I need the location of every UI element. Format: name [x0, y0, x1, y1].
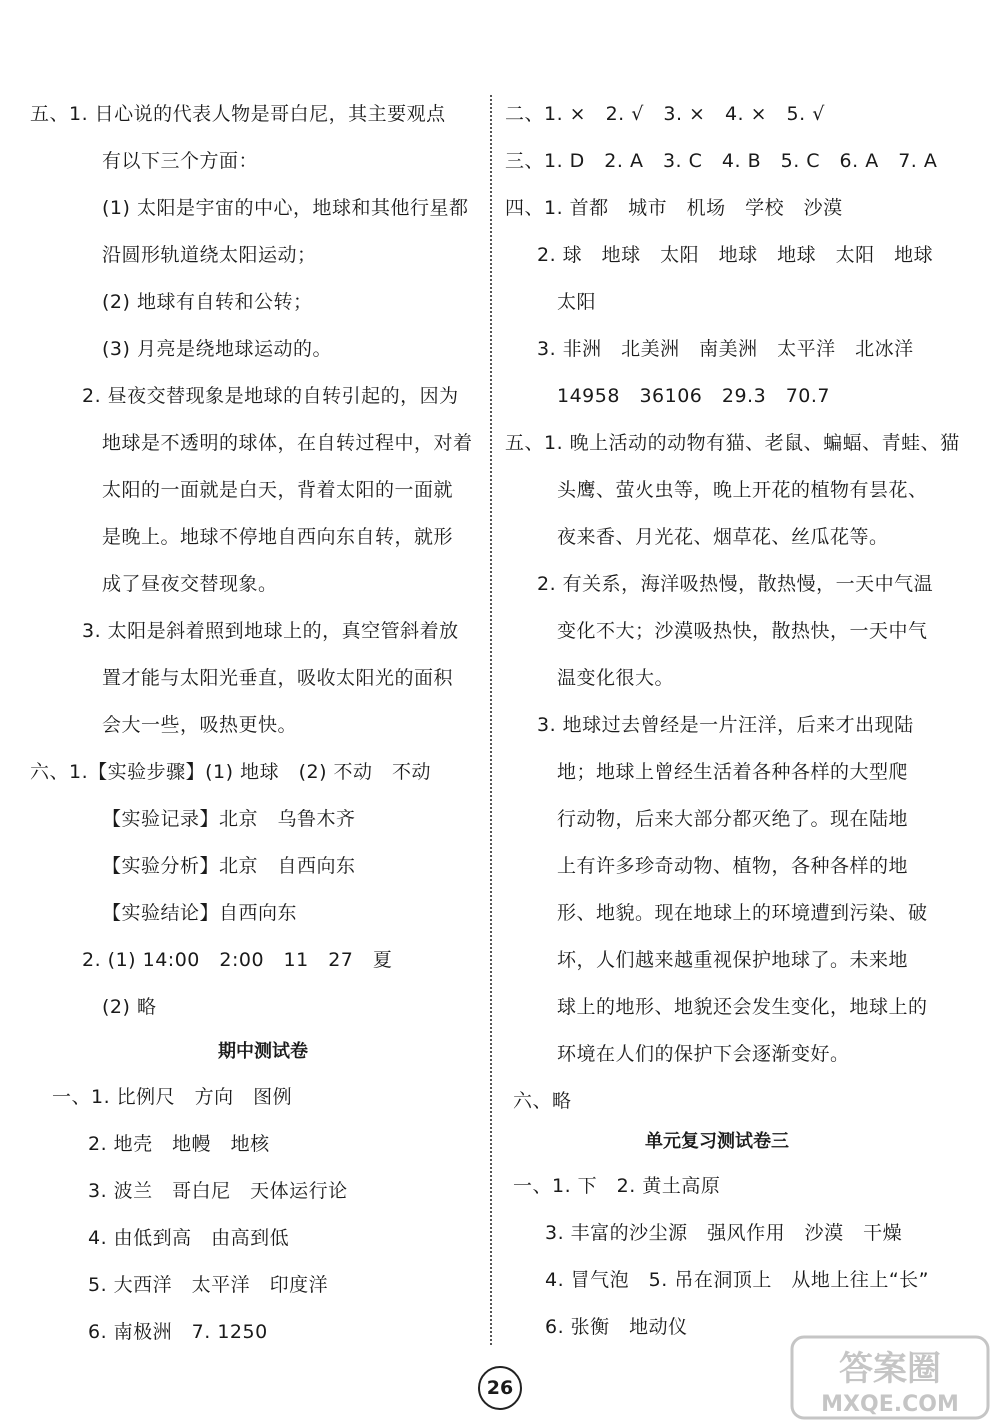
page-number: 26 — [478, 1366, 522, 1410]
answer-line: 一、1. 比例尺 方向 图例 — [52, 1086, 293, 1108]
column-divider — [490, 95, 492, 1345]
answer-line: 2. 球 地球 太阳 地球 地球 太阳 地球 — [537, 244, 934, 266]
answer-line: 有以下三个方面： — [102, 150, 259, 172]
answer-line: 六、1.【实验步骤】(1) 地球 (2) 不动 不动 — [30, 761, 432, 783]
answer-line: 夜来香、月光花、烟草花、丝瓜花等。 — [557, 526, 889, 548]
answer-line: (3) 月亮是绕地球运动的。 — [102, 338, 332, 360]
answer-line: 2. (1) 14:00 2:00 11 27 夏 — [82, 949, 393, 971]
answer-line: 上有许多珍奇动物、植物，各种各样的地 — [557, 855, 909, 877]
answer-line: 三、1. D 2. A 3. C 4. B 5. C 6. A 7. A — [505, 150, 938, 172]
answer-line: 3. 地球过去曾经是一片汪洋，后来才出现陆 — [537, 714, 914, 736]
answer-line: 二、1. × 2. √ 3. × 4. × 5. √ — [505, 103, 825, 125]
answer-line: 2. 昼夜交替现象是地球的自转引起的，因为 — [82, 385, 459, 407]
answer-line: 3. 太阳是斜着照到地球上的，真空管斜着放 — [82, 620, 459, 642]
section-title-midterm: 期中测试卷 — [218, 1041, 308, 1062]
watermark-text-top: 答案圈 — [839, 1349, 941, 1389]
answer-line: 3. 非洲 北美洲 南美洲 太平洋 北冰洋 — [537, 338, 914, 360]
answer-line: 地球是不透明的球体，在自转过程中，对着 — [102, 432, 473, 454]
answer-line: 地；地球上曾经生活着各种各样的大型爬 — [557, 761, 909, 783]
answer-line: 6. 张衡 地动仪 — [545, 1316, 688, 1338]
answer-line: 球上的地形、地貌还会发生变化，地球上的 — [557, 996, 928, 1018]
answer-line: 5. 大西洋 太平洋 印度洋 — [88, 1274, 329, 1296]
answer-line: 沿圆形轨道绕太阳运动； — [102, 244, 317, 266]
answer-line: 太阳 — [557, 291, 597, 313]
answer-line: 四、1. 首都 城市 机场 学校 沙漠 — [505, 197, 843, 219]
watermark-logo — [790, 1335, 990, 1420]
answer-line: 2. 地壳 地幔 地核 — [88, 1133, 270, 1155]
answer-line: 4. 由低到高 由高到低 — [88, 1227, 290, 1249]
answer-line: 是晚上。地球不停地自西向东自转，就形 — [102, 526, 454, 548]
answer-line: 4. 冒气泡 5. 吊在洞顶上 从地上往上“长” — [545, 1269, 930, 1291]
answer-line: 温变化很大。 — [557, 667, 675, 689]
answer-line: 行动物，后来大部分都灭绝了。现在陆地 — [557, 808, 909, 830]
answer-line: 太阳的一面就是白天，背着太阳的一面就 — [102, 479, 454, 501]
answer-line: 6. 南极洲 7. 1250 — [88, 1321, 268, 1343]
answer-line: 坏，人们越来越重视保护地球了。未来地 — [557, 949, 909, 971]
answer-line: 成了昼夜交替现象。 — [102, 573, 278, 595]
answer-line: 环境在人们的保护下会逐渐变好。 — [557, 1043, 850, 1065]
answer-line: 【实验分析】北京 自西向东 — [102, 855, 356, 877]
answer-line: 置才能与太阳光垂直，吸收太阳光的面积 — [102, 667, 454, 689]
answer-line: 【实验记录】北京 乌鲁木齐 — [102, 808, 356, 830]
watermark-text-bottom: MXQE.COM — [821, 1392, 959, 1417]
section-title-unit-review-3: 单元复习测试卷三 — [645, 1131, 789, 1152]
answer-line: 3. 丰富的沙尘源 强风作用 沙漠 干燥 — [545, 1222, 903, 1244]
answer-line: 五、1. 晚上活动的动物有猫、老鼠、蝙蝠、青蛙、猫 — [505, 432, 960, 454]
answer-line: (2) 略 — [102, 996, 157, 1018]
answer-line: 形、地貌。现在地球上的环境遭到污染、破 — [557, 902, 928, 924]
answer-line: 2. 有关系，海洋吸热慢，散热慢，一天中气温 — [537, 573, 934, 595]
answer-line: 变化不大；沙漠吸热快，散热快，一天中气 — [557, 620, 928, 642]
answer-line: 【实验结论】自西向东 — [102, 902, 298, 924]
answer-line: (1) 太阳是宇宙的中心，地球和其他行星都 — [102, 197, 469, 219]
answer-line: 一、1. 下 2. 黄土高原 — [513, 1175, 721, 1197]
answer-line: 五、1. 日心说的代表人物是哥白尼，其主要观点 — [30, 103, 446, 125]
answer-line: 会大一些，吸热更快。 — [102, 714, 298, 736]
answer-line: 头鹰、萤火虫等，晚上开花的植物有昙花、 — [557, 479, 928, 501]
answer-line: 14958 36106 29.3 70.7 — [557, 385, 830, 407]
answer-line: 3. 波兰 哥白尼 天体运行论 — [88, 1180, 348, 1202]
answer-line: (2) 地球有自转和公转； — [102, 291, 313, 313]
answer-line: 六、略 — [513, 1090, 572, 1112]
